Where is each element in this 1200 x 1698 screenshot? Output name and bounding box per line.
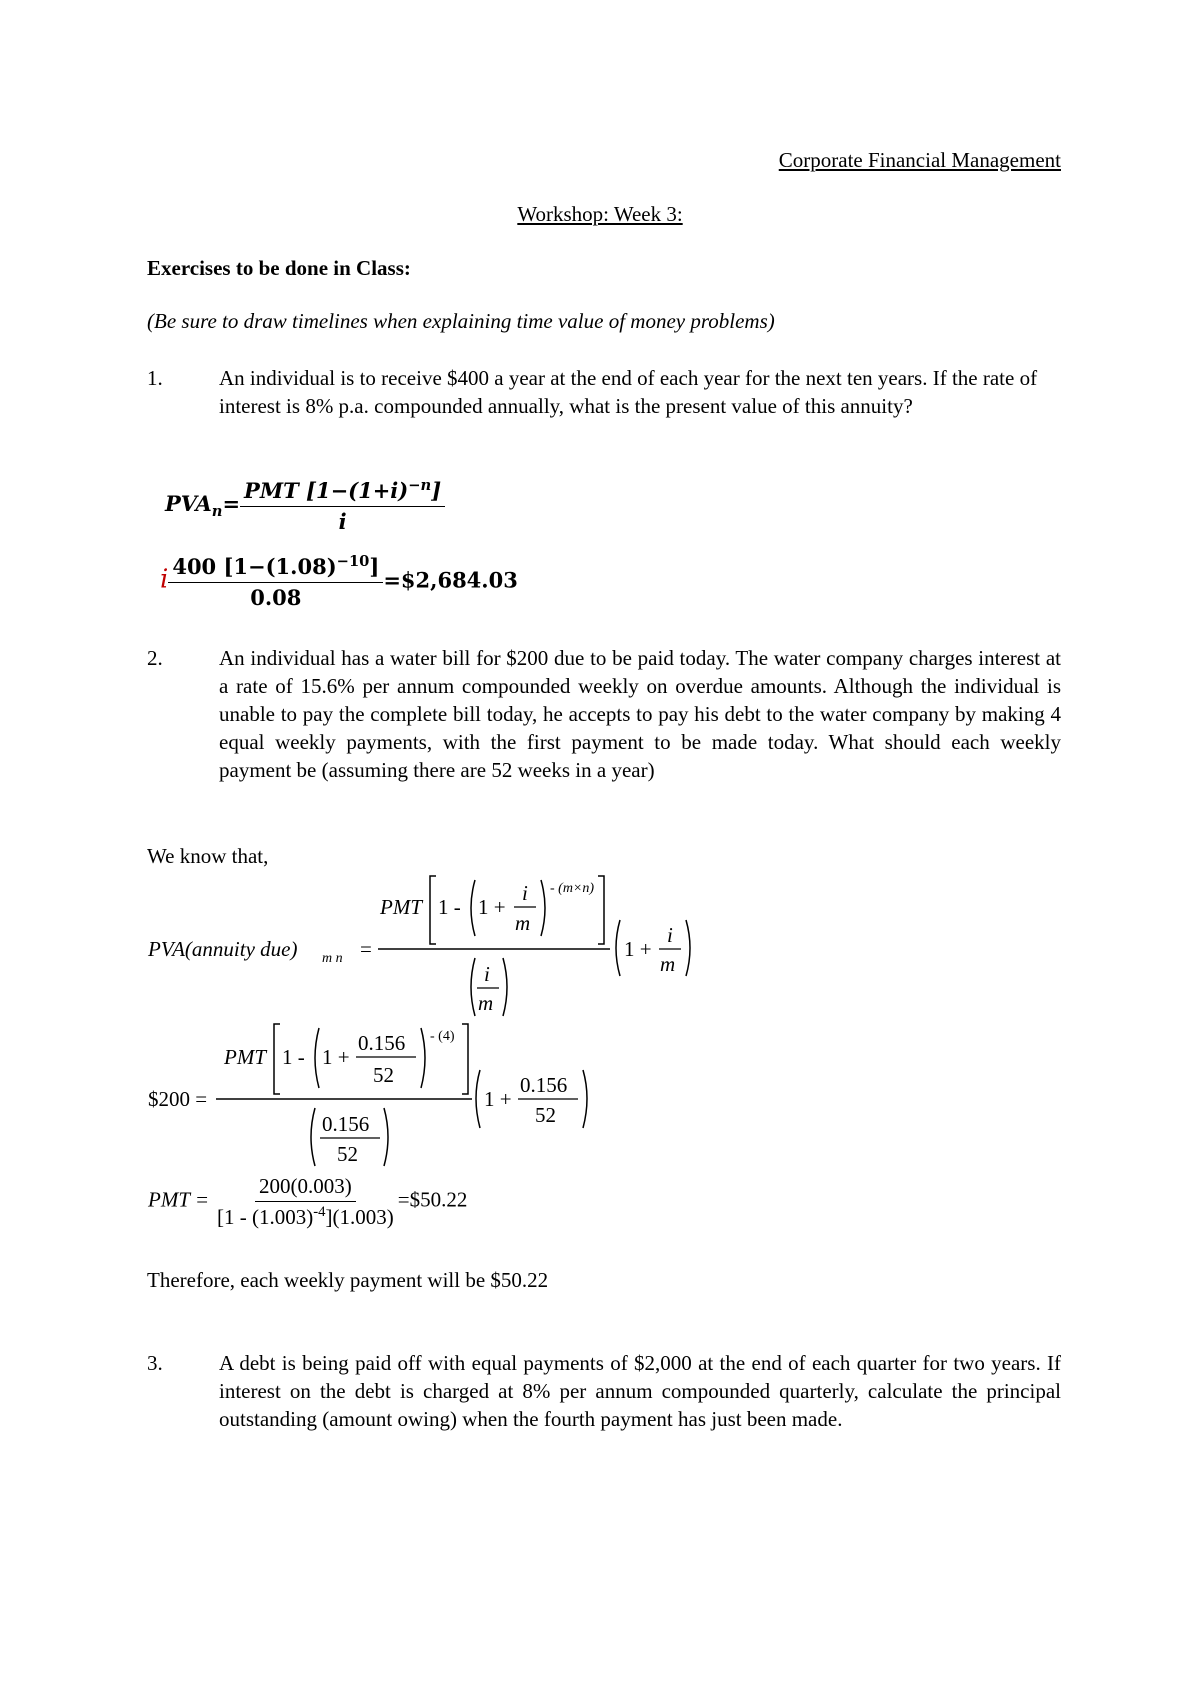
q2-f2-pmt: PMT [224, 1045, 266, 1069]
q2-f2-den-paren-left [311, 1108, 315, 1166]
section-heading: Exercises to be done in Class: [147, 256, 411, 280]
q2-f1-bracket-right [598, 876, 604, 944]
q2-f1-sub: m n [322, 951, 343, 966]
q2-f2-factor-paren-left [476, 1070, 480, 1128]
q2-f2-den-paren-right [384, 1108, 388, 1166]
question-3-text: A debt is being paid off with equal payments of $2,000 at the end of each quarter for two years. If interest on the debt is charged at 8% per annum compounded quarterly, calculate the principal outstanding (amount owing) when the fourth payment has just been made. [219, 1351, 1061, 1431]
q1-calc-marker: i [160, 564, 169, 595]
q2-f2-den-rate: 0.156 [322, 1112, 370, 1136]
q2-f1-one-plus: 1 + [478, 895, 506, 919]
q2-f3-result: =$50.22 [397, 1187, 468, 1212]
q2-pmt-result-formula [148, 1172, 467, 1231]
q2-f3-lhs: PMT = [148, 1187, 210, 1212]
workshop-title: Workshop: Week 3: [517, 202, 683, 226]
course-title: Corporate Financial Management [778, 148, 1061, 172]
q2-f3-numerator: 200(0.003) [255, 1172, 356, 1202]
q2-f1-factor-i: i [667, 923, 673, 947]
q2-f2-lhs: $200 = [148, 1087, 208, 1111]
q1-formula-numerator: PMT $[1-(1+i)^{-n}]$ [240, 477, 445, 507]
q2-f1-den-paren-right [503, 958, 507, 1016]
q2-f2-den-weeks: 52 [337, 1142, 358, 1166]
q2-f1-exponent: - (m×n) [550, 881, 595, 896]
q2-f1-lhs: PVA(annuity due) [148, 937, 298, 961]
q2-f2-one-plus: 1 + [322, 1045, 350, 1069]
q1-formula [165, 477, 445, 536]
q2-f1-bracket-left [430, 876, 436, 944]
q1-calc-denominator: 0.08 [250, 585, 302, 610]
question-2-number: 2. [147, 646, 163, 670]
q1-calc-result: =$2,684.03 [383, 567, 518, 593]
q2-f2-paren-left [315, 1028, 319, 1088]
instruction-note: (Be sure to draw timelines when explaining time value of money problems) [147, 309, 775, 333]
q2-f1-paren-left [471, 880, 475, 936]
q2-f1-den-i: i [484, 962, 490, 986]
q2-f1-den-m: m [478, 991, 494, 1015]
q2-annuity-due-formula [140, 870, 700, 1020]
question-1-text: An individual is to receive $400 a year at the end of each year for the next ten years. If the rate of interest is 8% p.a. compounded annually, what is the present value of this annuity? [219, 366, 1038, 418]
q2-f2-factor-one-plus: 1 + [484, 1087, 512, 1111]
q1-calc-numerator: 400 $[1-(1.08)^{-10}]$ [168, 553, 383, 583]
q2-f1-pmt: PMT [380, 895, 422, 919]
q2-f2-rate: 0.156 [358, 1031, 406, 1055]
q2-f2-factor-rate: 0.156 [520, 1073, 568, 1097]
q2-f2-factor-weeks: 52 [535, 1103, 556, 1127]
q2-conclusion: Therefore, each weekly payment will be $50.22 [147, 1268, 549, 1292]
q2-f1-factor-paren-left [616, 920, 620, 976]
q2-f1-paren-right [541, 880, 545, 936]
q2-f2-exponent: - (4) [430, 1029, 455, 1044]
q1-formula-lhs: $PVA_n=$ [165, 491, 241, 521]
q2-f1-factor-paren-right [686, 920, 690, 976]
q2-f2-one-minus: 1 - [282, 1045, 305, 1069]
q2-substituted-formula [140, 1020, 610, 1170]
question-1-number: 1. [147, 366, 163, 390]
q2-f1-one-minus: 1 - [438, 895, 461, 919]
q2-f1-equals: = [360, 937, 372, 961]
q2-f2-paren-right [421, 1028, 425, 1088]
q2-f2-bracket-right [462, 1024, 468, 1094]
q2-f1-factor-one-plus: 1 + [624, 937, 652, 961]
q2-f1-den-paren-left [471, 958, 475, 1016]
q1-calculation [160, 553, 518, 612]
question-3-number: 3. [147, 1351, 163, 1375]
q2-f1-m: m [515, 911, 531, 935]
q2-f3-denominator: $[1 - (1.003)^{-4}](1.003)$ [217, 1204, 394, 1229]
we-know-text: We know that, [147, 844, 269, 868]
q2-f2-weeks: 52 [373, 1063, 394, 1087]
q2-f1-factor-m: m [660, 952, 676, 976]
q2-f2-bracket-left [274, 1024, 280, 1094]
q2-f1-i: i [522, 881, 528, 905]
q1-formula-denominator: i [338, 509, 347, 534]
question-2-text: An individual has a water bill for $200 due to be paid today. The water company charges interest at a rate of 15.6% per annum compounded weekly on overdue amounts. Although the individual is unable to pay the complete bill today, he accepts to pay his debt to the water company by making 4 equal weekly payments, with the first payment to be made today. What should each weekly payment be (assuming there are 52 weeks in a year) [219, 646, 1061, 782]
q2-f2-factor-paren-right [583, 1070, 587, 1128]
